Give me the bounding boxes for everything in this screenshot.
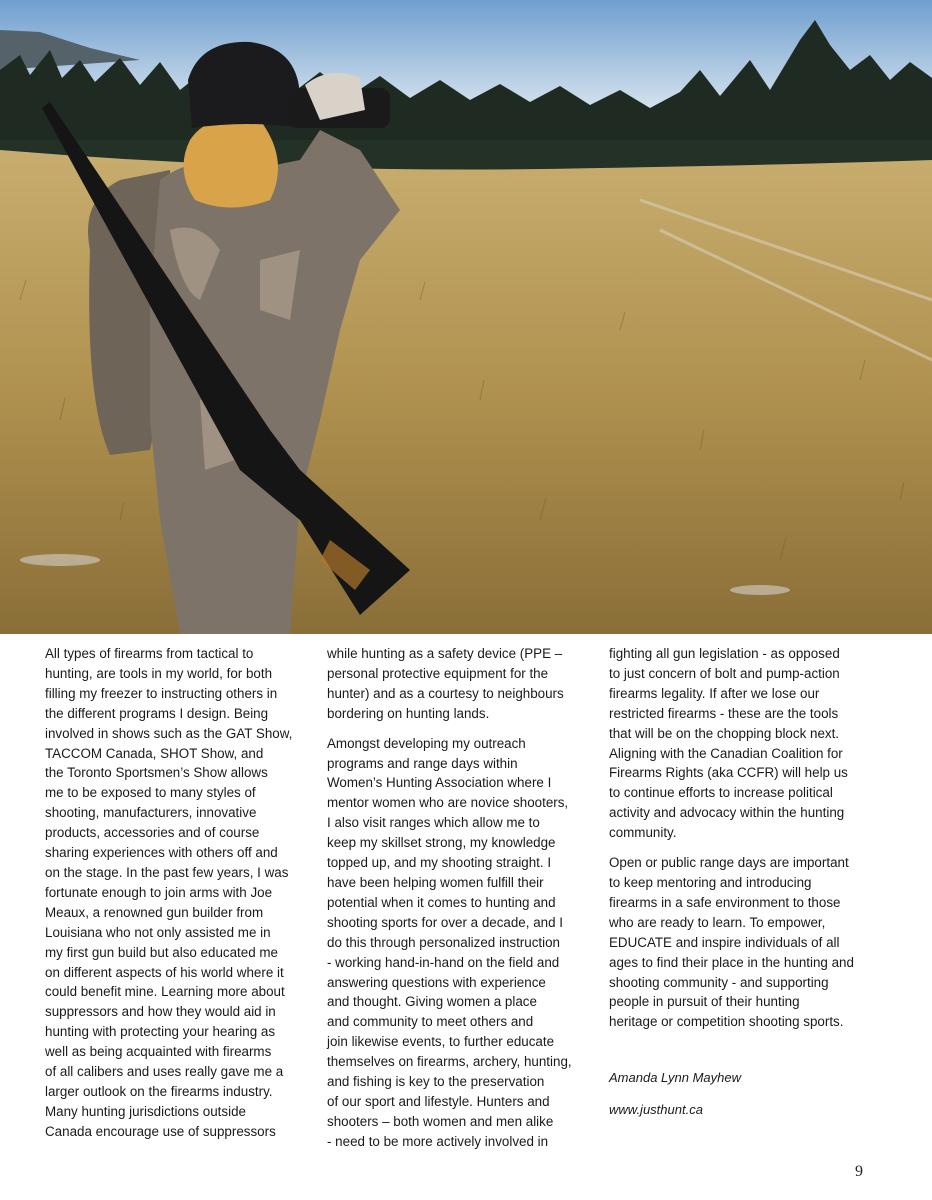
- text-line: involved in shows such as the GAT Show,: [45, 725, 293, 741]
- text-line: well as being acquainted with firearms: [45, 1044, 272, 1060]
- text-line: while hunting as a safety device (PPE –: [327, 646, 563, 661]
- text-line: on the stage. In the past few years, I was: [45, 864, 289, 880]
- text-line: topped up, and my shooting straight. I: [327, 855, 552, 871]
- text-line: that will be on the chopping block next.: [609, 725, 840, 741]
- text-line: themselves on firearms, archery, hunting,: [327, 1054, 572, 1070]
- text-line: answering questions with experience: [327, 974, 546, 990]
- text-line: of our sport and lifestyle. Hunters and: [327, 1093, 550, 1109]
- column-2-paragraph-1: [327, 644, 589, 724]
- text-line: the different programs I design. Being: [45, 705, 269, 721]
- text-line: firearms in a safe environment to those: [609, 894, 841, 910]
- text-line: community.: [609, 825, 677, 841]
- column-2-paragraph-2: [327, 734, 589, 1152]
- text-line: Aligning with the Canadian Coalition for: [609, 745, 843, 761]
- text-line: personal protective equipment for the: [327, 665, 549, 681]
- text-line: me to be exposed to many styles of: [45, 785, 256, 801]
- column-3-paragraph-2: [609, 853, 877, 1032]
- text-line: my first gun build but also educated me: [45, 944, 278, 960]
- text-line: do this through personalized instruction: [327, 934, 560, 950]
- text-line: shooters – both women and men alike: [327, 1113, 554, 1129]
- text-line: sharing experiences with others off and: [45, 845, 278, 861]
- text-line: fortunate enough to join arms with Joe: [45, 884, 273, 900]
- text-line: Meaux, a renowned gun builder from: [45, 904, 264, 920]
- text-line: heritage or competition shooting sports.: [609, 1014, 844, 1030]
- text-line: to keep mentoring and introducing: [609, 874, 812, 890]
- text-line: of all calibers and uses really gave me a: [45, 1064, 284, 1080]
- text-line: ages to find their place in the hunting and: [609, 954, 854, 970]
- column-1-paragraph: [45, 644, 307, 1142]
- article-column-2: [327, 644, 589, 1152]
- author-website: www.justhunt.ca: [609, 1102, 703, 1118]
- page-number: 9: [855, 1163, 863, 1180]
- text-line: TACCOM Canada, SHOT Show, and: [45, 745, 264, 761]
- text-line: suppressors and how they would aid in: [45, 1004, 276, 1020]
- article-column-3: [609, 644, 877, 1120]
- text-line: EDUCATE and inspire individuals of all: [609, 934, 840, 950]
- text-line: people in pursuit of their hunting: [609, 994, 800, 1010]
- text-line: programs and range days within: [327, 755, 518, 771]
- text-line: keep my skillset strong, my knowledge: [327, 835, 556, 851]
- text-line: Canada encourage use of suppressors: [45, 1123, 276, 1139]
- text-line: and fishing is key to the preservation: [327, 1074, 545, 1090]
- text-line: Women’s Hunting Association where I: [327, 775, 552, 791]
- text-line: who are ready to learn. To empower,: [609, 914, 826, 930]
- text-line: Louisiana who not only assisted me in: [45, 924, 271, 940]
- text-line: the Toronto Sportsmen’s Show allows: [45, 765, 268, 781]
- text-line: and thought. Giving women a place: [327, 994, 537, 1010]
- text-line: - need to be more actively involved in: [327, 1133, 549, 1149]
- text-line: to just concern of bolt and pump-action: [609, 665, 840, 681]
- column-3-paragraph-1: [609, 644, 877, 843]
- text-line: Open or public range days are important: [609, 855, 849, 871]
- text-line: have been helping women fulfill their: [327, 874, 544, 890]
- text-line: shooting community - and supporting: [609, 974, 829, 990]
- text-line: activity and advocacy within the hunting: [609, 805, 845, 821]
- text-line: bordering on hunting lands.: [327, 705, 490, 721]
- text-line: join likewise events, to further educate: [327, 1034, 555, 1050]
- text-line: hunting, are tools in my world, for both: [45, 665, 273, 681]
- text-line: hunter) and as a courtesy to neighbours: [327, 685, 564, 701]
- text-line: All types of firearms from tactical to: [45, 646, 254, 661]
- text-line: could benefit mine. Learning more about: [45, 984, 285, 1000]
- text-line: on different aspects of his world where it: [45, 964, 284, 980]
- text-line: Amongst developing my outreach: [327, 735, 526, 751]
- text-line: larger outlook on the firearms industry.: [45, 1083, 273, 1099]
- text-line: hunting with protecting your hearing as: [45, 1024, 276, 1040]
- text-line: to continue efforts to increase political: [609, 785, 833, 801]
- text-line: shooting sports for over a decade, and I: [327, 914, 563, 930]
- text-line: filling my freezer to instructing others in: [45, 685, 278, 701]
- text-line: firearms legality. If after we lose our: [609, 685, 820, 701]
- text-line: shooting, manufacturers, innovative: [45, 805, 257, 821]
- author-name: Amanda Lynn Mayhew: [609, 1070, 742, 1086]
- text-line: products, accessories and of course: [45, 825, 260, 841]
- text-line: fighting all gun legislation - as opposed: [609, 646, 840, 661]
- text-line: Many hunting jurisdictions outside: [45, 1103, 246, 1119]
- text-line: - working hand-in-hand on the field and: [327, 954, 560, 970]
- text-line: restricted firearms - these are the tools: [609, 705, 839, 721]
- text-line: potential when it comes to hunting and: [327, 894, 556, 910]
- text-line: mentor women who are novice shooters,: [327, 795, 569, 811]
- text-line: Firearms Rights (aka CCFR) will help us: [609, 765, 848, 781]
- text-line: and community to meet others and: [327, 1014, 534, 1030]
- text-line: I also visit ranges which allow me to: [327, 815, 540, 831]
- article-column-1: [45, 644, 307, 1142]
